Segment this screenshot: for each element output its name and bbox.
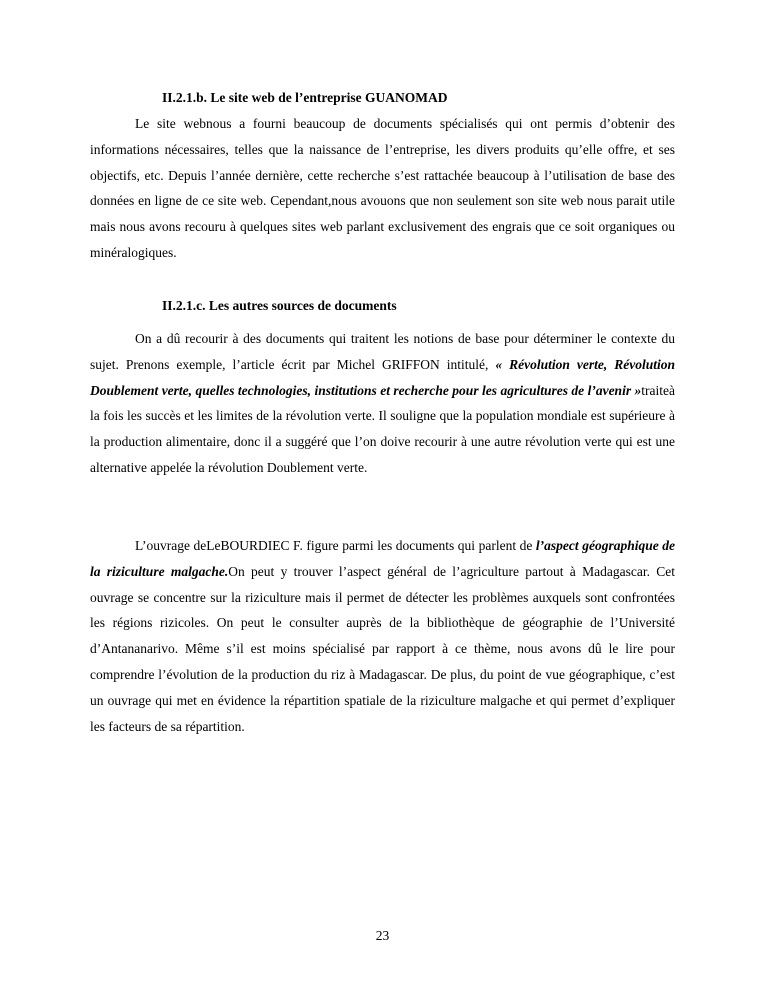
- paragraph-website: Le site webnous a fourni beaucoup de documents spécialisés qui ont permis d’obtenir des informations nécessaires, telles que la naissance de l’entreprise, les divers produits qu’elle offre, et ses objectifs, etc. Depuis l’année dernière, cette recherche s’est rattachée beaucoup à l’utilisation de base des données en ligne de ce site web. Cependant,nous avouons que non seulement son site web nous parait utile mais nous avons recouru à quelques sites web parlant exclusivement des engrais que ce soit organiques ou minéralogiques.: [90, 116, 675, 260]
- paragraph-lebourdiec-body: On peut y trouver l’aspect général de l’agriculture partout à Madagascar. Cet ouvrage se concentre sur la riziculture mais il permet de détecter les problèmes auxquels sont confrontées les régions rizicoles. On peut le consulter auprès de la bibliothèque de géographie de l’Université d’Antananarivo. Même s’il est moins spécialisé par rapport à ce thème, nous avons dû le lire pour comprendre l’évolution de la production du riz à Madagascar. De plus, du point de vue géographique, c’est un ouvrage qui met en évidence la répartition spatiale de la riziculture malgache et qui permet d’expliquer les facteurs de sa répartition.: [90, 563, 675, 734]
- paragraph-griffon: [90, 326, 675, 481]
- paragraph-griffon-intro: On a dû recourir à des documents qui traitent les notions de base pour déterminer le contexte du sujet. Prenons exemple, l’article écrit par Michel GRIFFON intitulé,: [90, 331, 675, 372]
- griffon-article-title: « Révolution verte, Révolution Doublement verte, quelles technologies, institutions et recherche pour les agricultures de l’avenir »: [90, 356, 675, 398]
- paragraph-lebourdiec-intro: L’ouvrage deLeBOURDIEC F. figure parmi les documents qui parlent de: [135, 538, 536, 553]
- section-heading-website: II.2.1.b. Le site web de l’entreprise GUANOMAD: [162, 90, 448, 105]
- paragraph-lebourdiec: [90, 533, 675, 739]
- paragraph-griffon-body: traiteà la fois les succès et les limites de la révolution verte. Il souligne que la population mondiale est supérieure à la production alimentaire, donc il a suggéré que l’on doive recourir à une autre révolution verte qui est une alternative appelée la révolution Doublement verte.: [90, 382, 675, 475]
- page-number: 23: [375, 928, 390, 943]
- lebourdiec-book-title: l’aspect géographique de la riziculture malgache.: [90, 538, 675, 579]
- section-heading-other-sources: II.2.1.c. Les autres sources de documents: [162, 298, 397, 313]
